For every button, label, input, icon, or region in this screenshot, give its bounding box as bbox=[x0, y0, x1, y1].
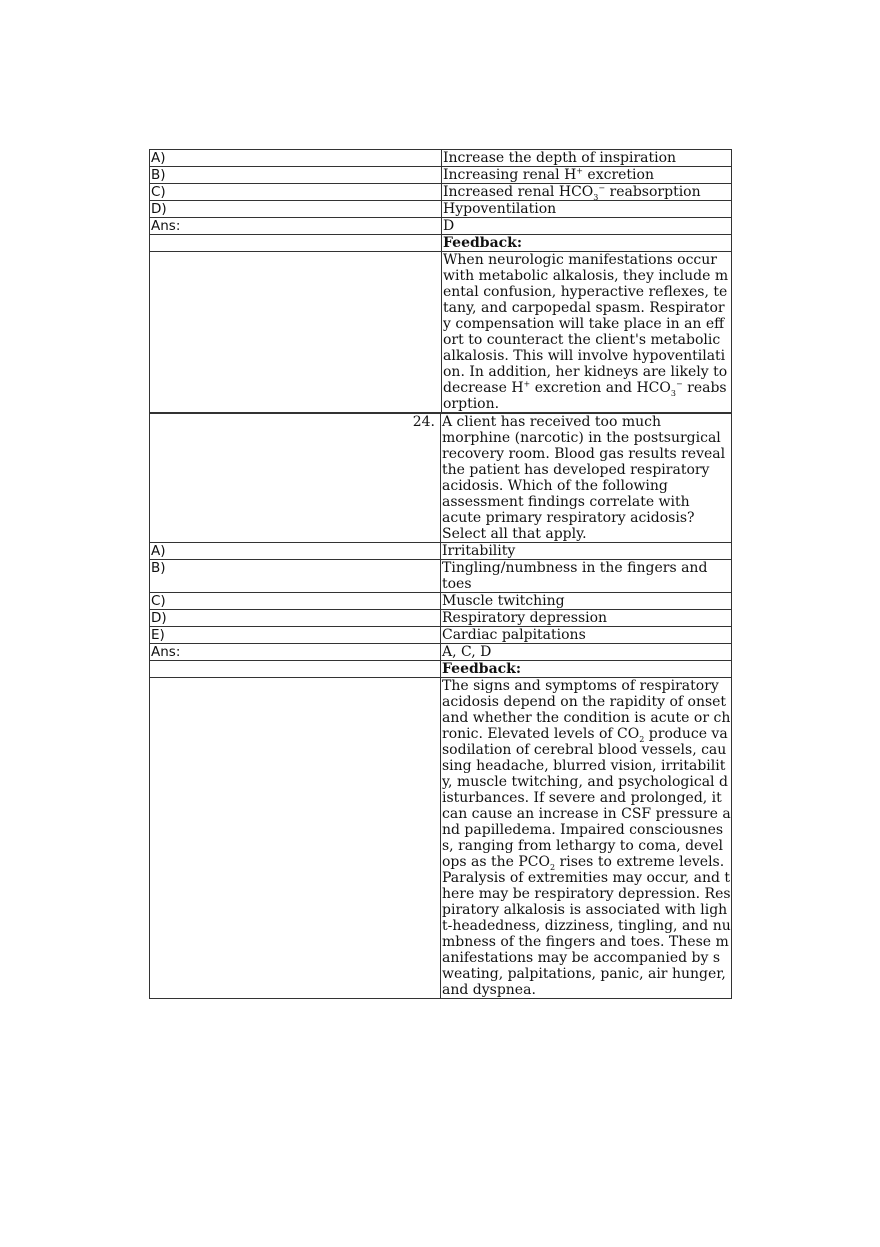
feedback-row bbox=[150, 678, 732, 999]
superscript: + bbox=[523, 379, 531, 389]
option-text: Tingling/numbness in the fingers and toes bbox=[441, 560, 732, 593]
option-row bbox=[150, 560, 732, 593]
superscript: − bbox=[598, 183, 606, 193]
empty-cell bbox=[150, 678, 441, 999]
question-24-table bbox=[149, 413, 732, 999]
feedback-text-part: When neurologic manifestations occur with metabolic alkalosis, they include mental confusion, hyperactive reflexes, tetany, and carpopedal spasm. Respiratory compensation will take place in an effort to counteract the client's metabolic alkalosis. This will involve hypoventilation. In addition, her kidneys are likely to decrease H bbox=[443, 252, 729, 396]
option-letter: B) bbox=[150, 167, 442, 184]
answer-label: Ans: bbox=[150, 218, 442, 235]
option-text: Respiratory depression bbox=[441, 610, 732, 627]
option-text bbox=[442, 184, 732, 201]
option-text-part: Increasing renal H bbox=[443, 167, 577, 183]
option-letter: D) bbox=[150, 610, 441, 627]
option-row bbox=[150, 610, 732, 627]
feedback-heading-row bbox=[150, 235, 732, 252]
answer-value: A, C, D bbox=[441, 644, 732, 661]
feedback-text-part: excretion and HCO bbox=[530, 380, 671, 396]
option-text-part: Increased renal HCO bbox=[443, 184, 594, 200]
feedback-heading-row bbox=[150, 661, 732, 678]
option-letter: A) bbox=[150, 543, 441, 560]
empty-cell bbox=[150, 661, 441, 678]
option-row bbox=[150, 543, 732, 560]
feedback-label: Feedback: bbox=[441, 661, 732, 678]
option-text: Irritability bbox=[441, 543, 732, 560]
feedback-text-part: rises to extreme levels. Paralysis of extremities may occur, and there may be respiratory depression. Respiratory alkalosis is associated with light-headedness, dizziness, tingling, and numbness of the fingers and toes. These manifestations may be accompanied by sweating, palpitations, panic, air hunger, and dyspnea. bbox=[442, 854, 731, 998]
option-letter: E) bbox=[150, 627, 441, 644]
feedback-text bbox=[441, 678, 732, 999]
subscript: 2 bbox=[550, 862, 556, 872]
option-text: Increase the depth of inspiration bbox=[442, 150, 732, 167]
empty-cell bbox=[150, 252, 442, 413]
subscript: 2 bbox=[639, 734, 645, 744]
option-letter: D) bbox=[150, 201, 442, 218]
feedback-label: Feedback: bbox=[442, 235, 732, 252]
option-letter: A) bbox=[150, 150, 442, 167]
feedback-text-part: produce vasodilation of cerebral blood vessels, causing headache, blurred vision, irritability, muscle twitching, and psychological disturbances. If severe and prolonged, it can cause an increase in CSF pressure and papilledema. Impaired consciousness, ranging from lethargy to coma, develops as the PCO bbox=[442, 726, 731, 870]
feedback-row bbox=[150, 252, 732, 413]
feedback-text-part: The signs and symptoms of respiratory acidosis depend on the rapidity of onset and whether the condition is acute or chronic. Elevated levels of CO bbox=[442, 678, 731, 742]
option-letter: C) bbox=[150, 593, 441, 610]
option-letter: C) bbox=[150, 184, 442, 201]
answer-label: Ans: bbox=[150, 644, 441, 661]
question-23-table bbox=[149, 149, 732, 413]
answer-value: D bbox=[442, 218, 732, 235]
feedback-text-part: reabsorption. bbox=[443, 380, 727, 412]
option-text-part: excretion bbox=[582, 167, 654, 183]
question-row bbox=[150, 414, 732, 543]
option-letter: B) bbox=[150, 560, 441, 593]
option-row bbox=[150, 201, 732, 218]
option-text: Muscle twitching bbox=[441, 593, 732, 610]
superscript: + bbox=[576, 166, 583, 176]
option-text: Cardiac palpitations bbox=[441, 627, 732, 644]
subscript: 3 bbox=[593, 192, 599, 201]
option-row bbox=[150, 627, 732, 644]
empty-cell bbox=[150, 235, 442, 252]
superscript: − bbox=[675, 379, 683, 389]
option-row bbox=[150, 184, 732, 201]
answer-row bbox=[150, 644, 732, 661]
feedback-text bbox=[442, 252, 732, 413]
question-text: A client has received too much morphine (narcotic) in the postsurgical recovery room. Blood gas results reveal the patient has developed respiratory acidosis. Which of the following assessment findings correlate with acute primary respiratory acidosis? Select all that apply. bbox=[441, 414, 732, 543]
option-row bbox=[150, 167, 732, 184]
answer-row bbox=[150, 218, 732, 235]
option-text bbox=[442, 167, 732, 184]
option-text-part: reabsorption bbox=[605, 184, 701, 200]
question-number: 24. bbox=[150, 414, 441, 543]
option-text: Hypoventilation bbox=[442, 201, 732, 218]
option-row bbox=[150, 593, 732, 610]
option-row bbox=[150, 150, 732, 167]
subscript: 3 bbox=[670, 388, 676, 398]
